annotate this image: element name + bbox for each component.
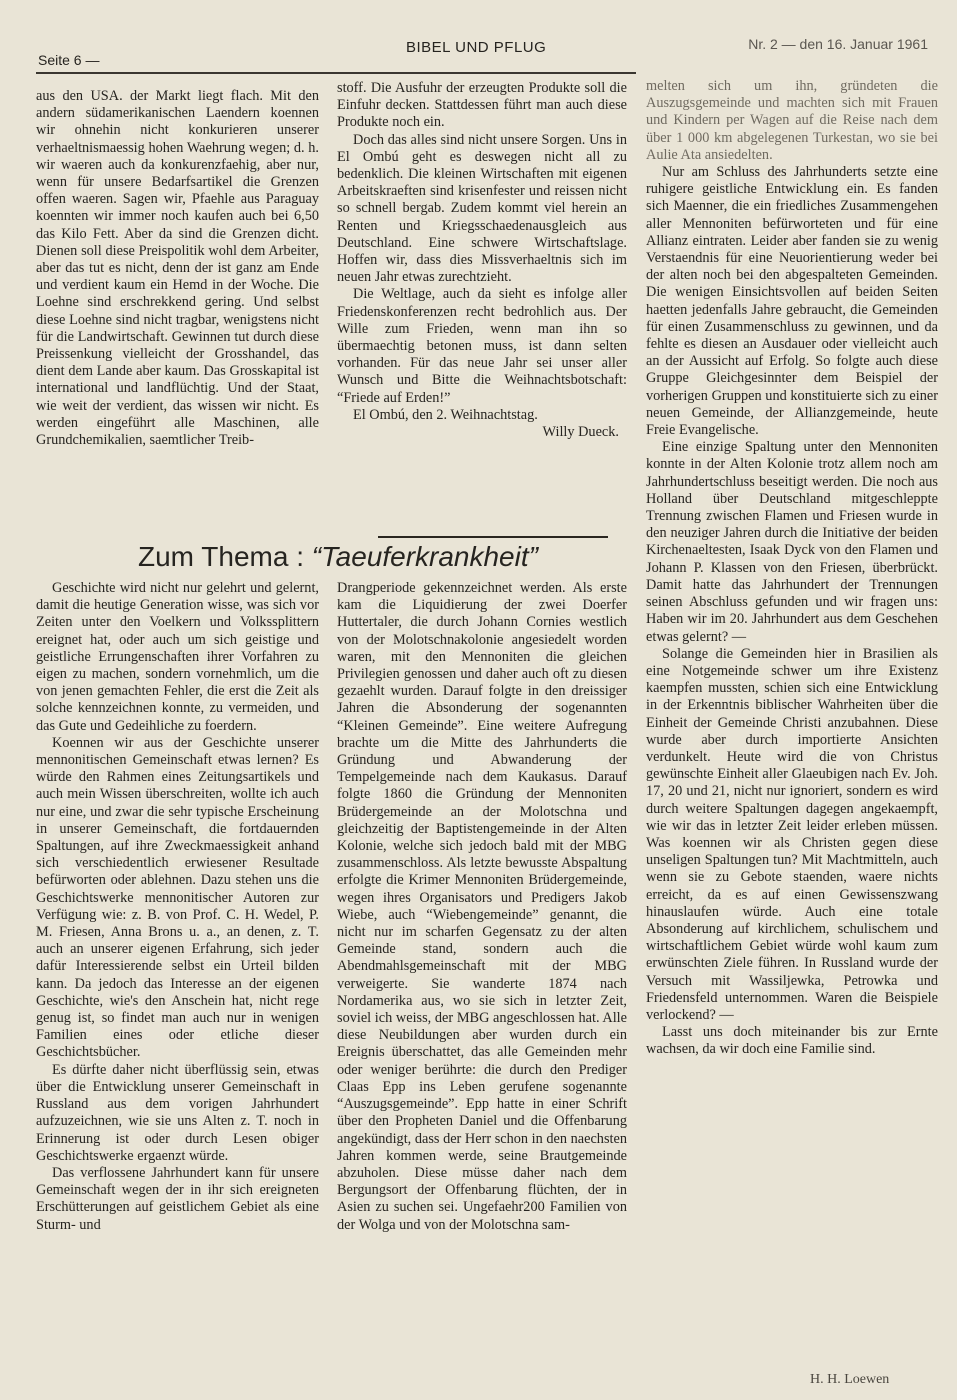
- article2-author: H. H. Loewen: [810, 1372, 890, 1387]
- paragraph: Die Weltlage, auch da sieht es infolge aller Friedenskonferenzen recht bedrohlich aus. Der Wille zum Frieden, wenn man ihn so übermaechtig betonen muss, ist dann selten vorhanden. Für das neue Jahr sei unser aller Wunsch und Bitte die Weihnachtsbotschaft: “Friede auf Erden!”: [337, 286, 627, 406]
- paragraph: Koennen wir aus der Geschichte unserer mennonitischen Gemeinschaft etwas lernen? Es würde den Rahmen eines Zeitungsartikels und auch mein Wissen überschreiten, wollte ich auch nur eine, und zwar die sehr typische Erscheinung in unserer Gemeinschaft, die fortdauernden Spaltungen, auf ihre Zweckmaessigkeit anhand sich verschiedentlich erwiesener Resultade befürworten oder ablehnen. Dazu stehen uns die Geschichtswerke mennonitischer Autoren zur Verfügung wie: z. B. von Prof. C. H. Wedel, P. M. Friesen, Anna Brons u. a., an denen, z. T. auch an unserer eigenen Erfahrung, sich jeder dafür Interessierende selbst ein Urteil bilden kann. Da jedoch das Interesse an der eigenen Geschichte, wie's den Anschein hat, nicht rege genug ist, so findet man auch nur in wenigen Familien eines oder etliche dieser Geschichtsbücher.: [36, 734, 319, 1061]
- article2-column-3: [646, 78, 938, 1363]
- article-divider: [378, 536, 608, 538]
- paragraph: Das verflossene Jahrhundert kann für unsere Gemeinschaft wegen der in ihr sich ereigneten Erschütterungen auf geistlichem Gebiet als eine Sturm- und: [36, 1164, 319, 1233]
- article1-column-2: [337, 80, 627, 525]
- article1-column-1: [36, 88, 319, 528]
- paragraph: Doch das alles sind nicht unsere Sorgen. Uns in El Ombú geht es deswegen nicht all zu bedenklich. Die kleinen Wirtschaften mit eigenen Arbeitskraeften sind krisenfester und reissen nicht so schnell bergab. Zudem kommt viel herein an Renten und Kriegsschaedenausgleich aus Deutschland. Eine schwere Wirtschaftslage. Hoffen wir, dass dies Missverhaeltnis sich im neuen Jahr etwas zurechtzieht.: [337, 131, 627, 286]
- paragraph: aus den USA. der Markt liegt flach. Mit den andern südamerikanischen Laendern koennen wir ohnehin nicht konkurieren unserer verhaeltnismaessig hohen Waehrung wegen; d. h. wir waeren auch da konkurenzfaehig, aber nur, wenn für unsere Bedarfsartikel die Grenzen offen waeren. Sagen wir, Pfaehle aus Paraguay koennten wir immer noch kaufen auch bei 6,50 das Kilo Fett. Aber da sind die Grenzen dicht. Dienen soll diese Preispolitik wohl dem Arbeiter, aber das tut es nicht, denn der ist ganz am Ende und verdient kaum ein Hemd in der Woche. Die Loehne sind erschrekkend gering. Und selbst diese Loehne sind nicht tragbar, wenigstens nicht für die Landwirtschaft. Gewinnen tut durch diese Preissenkung vielleicht der Grosshandel, das dient dem Lande aber kaum. Das Grosskapital ist international und landflüchtig. Und der Staat, wie weit der verdient, das wissen wir nicht. Es werden eingeführt alle Maschinen, alle Grundchemikalien, saemtlicher Treib-: [36, 88, 319, 449]
- article1-author: Willy Dueck.: [542, 424, 619, 441]
- paragraph: Geschichte wird nicht nur gelehrt und gelernt, damit die heutige Generation wisse, was sich vor Zeiten unter den Voelkern und Volkssplittern ereignet hat, oder auch um sich geistige und geistliche Errungenschaften ihrer Vorfahren zu eigen zu machen, sondern vornehmlich, um die von jenen gemachten Fehler, die erst die Zeit als solche kennzeichnen konnte, zu vermeiden, und das Gute und Gedeihliche zu foerdern.: [36, 580, 319, 734]
- header-rule: [36, 72, 636, 74]
- headline-quote: “Taeuferkrankheit”: [311, 541, 538, 572]
- paragraph: Nur am Schluss des Jahrhunderts setzte eine ruhigere geistliche Entwicklung ein. Es fanden sich Maenner, die ein friedliches Zusammengehen aller Mennoniten befürworteten und für eine Allianz eintraten. Leider aber fanden sie zu wenig Verstaendnis für eine Neuorientierung weder bei der alten noch bei den abgespalteten Gemeinden. Die wenigen Einsichtsvollen auf beiden Seiten haetten jedenfalls Jahre gebraucht, die Gemeinden für einen Zusammenschluss zu gewinnen, und da fehlte es diesen an Ausdauer oder vielleicht auch an der Aussicht auf Erfolg. So folgte auch diese Gruppe Gleichgesinnter dem Beispiel der vorherigen Gruppen und konstituierte sich zu einer neuen Gemeinde, der Allianzgemeinde, heute Freie Evangelische.: [646, 164, 938, 439]
- paragraph-continued: melten sich um ihn, gründeten die Auszugsgemeinde und machten sich mit Frauen und Kindern per Wagen auf die Reise nach dem über 1 000 km abgelegenen Turkestan, wo sie bei Aulie Ata ansiedelten.: [646, 78, 938, 163]
- paragraph: Eine einzige Spaltung unter den Mennoniten konnte in der Alten Kolonie trotz allem noch am Jahrhundertschluss beseitigt werden. Die noch aus Holland über Deutschland mitgeschleppte Trennung zwischen Flamen und Friesen wurde in den neuziger Jahren durch die Initiative der beiden Kirchenaeltesten, Isaak Dyck von den Flamen und Johann P. Klassen von den Friesen, überbrückt. Damit hatte das Jahrhundert der Trennungen seinen Abschluss gefunden und wir fragen uns: Haben wir im 20. Jahrhundert aus dem Geschehen etwas gelernt? —: [646, 439, 938, 645]
- page-header: [38, 36, 928, 68]
- article2-column-1: [36, 580, 319, 1345]
- newspaper-title: BIBEL UND PFLUG: [406, 39, 547, 56]
- paragraph: Lasst uns doch miteinander bis zur Ernte wachsen, da wir doch eine Familie sind.: [646, 1024, 938, 1058]
- paragraph: stoff. Die Ausfuhr der erzeugten Produkte soll die Einfuhr decken. Stattdessen führt man auch diese Produkte noch ein.: [337, 80, 627, 131]
- issue-date: Nr. 2 — den 16. Januar 1961: [748, 36, 928, 52]
- place-date-line: El Ombú, den 2. Weihnachtstag.: [353, 406, 538, 423]
- paragraph: Es dürfte daher nicht überflüssig sein, etwas über die Entwicklung unserer Gemeinschaft in Russland aus dem vorigen Jahrhundert aufzuzeichnen, wie sie uns Alten z. T. noch in Erinnerung ist oder durch Lesen obiger Geschichtswerke ergaenzt würde.: [36, 1061, 319, 1164]
- article2-column-2: [337, 580, 627, 1380]
- paragraph: Drangperiode gekennzeichnet werden. Als erste kam die Liquidierung der zwei Doerfer Huttertaler, die durch Johann Cornies westlich von der Molotschnakolonie angesiedelt worden waren, mit den Mennoniten die gleichen Privilegien genossen und daher auch oft zu diesen gezaehlt wurden. Darauf folgte in den dreissiger Jahren die Absonderung der sogenannten “Kleinen Gemeinde”. Eine weitere Aufregung brachte um die Mitte des Jahrhunderts die Gründung und Abwanderung der Tempelgemeinde nach dem Kaukasus. Darauf folgte 1860 die Gründung der Mennoniten Brüdergemeinde an der Molotschna und gleichzeitig der Baptistengemeinde in der Alten Kolonie, welche sich jedoch bald mit der MBG zusammenschloss. Als letzte bewusste Abspaltung erfolgte die Krimer Mennoniten Brüdergemeinde, wegen ihres Organisators und Predigers Jakob Wiebe, auch “Wiebengemeinde” genannt, die nicht nur im scharfen Gegensatz zu der alten Gemeinde stand, sondern auch die Abendmahlsgemeinschaft mit der MBG verweigerte. Sie wanderte 1874 nach Nordamerika aus, wo sie sich in letzter Zeit, soviel ich weiss, der MBG angeschlossen hat. Alle diese Neubildungen aber wurden durch ein Ereignis überschattet, das alle Gemeinden mehr oder weniger berührte: die durch den Prediger Claas Epp ins Leben gerufene sogenannte “Auszugsgemeinde”. Epp hatte in einer Schrift über den Propheten Daniel und die Offenbarung angekündigt, dass der Herr schon in den naechsten Jahren kommen werde, seine Brautgemeinde abzuholen. Diese müsse daher nach dem Bergungsort der Offenbarung flüchten, der in Asien zu suchen sei. Ungefaehr200 Familien von der Wolga und von der Molotschna sam-: [337, 580, 627, 1233]
- page-number: Seite 6 —: [38, 52, 100, 68]
- article2-headline: [138, 541, 608, 573]
- headline-prefix: Zum Thema :: [138, 541, 304, 572]
- paragraph: Solange die Gemeinden hier in Brasilien als eine Notgemeinde schwer um ihre Existenz kaempfen mussten, schien sich eine Entwicklung in der Erkenntnis biblischer Wahrheiten über die Einheit der Gemeinde Christi anzubahnen. Diese wurde aber durch importierte Ansichten verdunkelt. Heute wird die von Christus gewünschte Einheit aller Glaeubigen nach Ev. Joh. 17, 20 und 21, nicht nur ignoriert, sondern es wird durch weitere Spaltungen dagegen angekaempft, wie wir das in letzter Zeit leider erleben müssen. Was koennen wir als Christen gegen diese unseligen Spaltungen tun? Mit Machtmitteln, auch wenn sie zu Gebote staenden, waere nichts erreicht, da es auf einen Gewissenszwang hinauslaufen würde. Auch eine totale Absonderung auf kirchlichem, schulischem und wirtschaftlichem Gebiet würde wohl kaum zum erwünschten Ziele führen. In Russland wurde der Versuch mit Wassiljewka, Petrowka und Friedensfeld unternommen. Waren die Beispiele verlockend? —: [646, 645, 938, 1023]
